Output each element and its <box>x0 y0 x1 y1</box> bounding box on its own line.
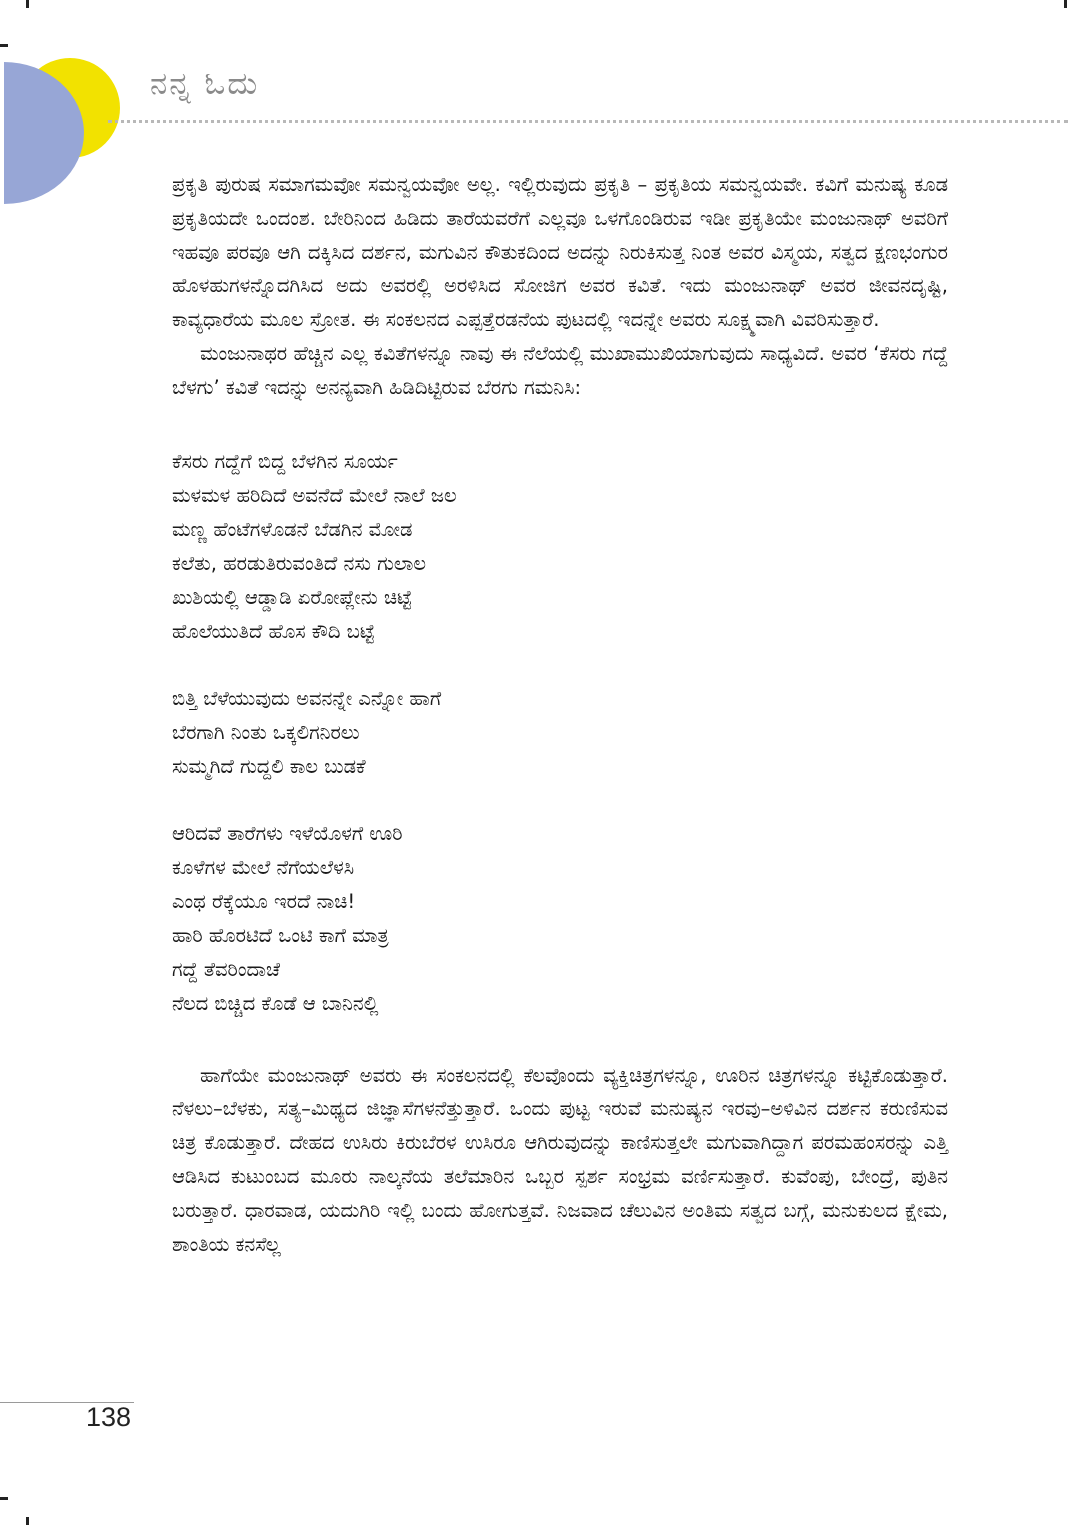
poem-line: ಕೂಳೆಗಳ ಮೇಲೆ ನೆಗೆಯಲೆಳಸಿ <box>172 855 355 879</box>
paragraph-intro: ಪ್ರಕೃತಿ ಪುರುಷ ಸಮಾಗಮವೋ ಸಮನ್ವಯವೋ ಅಲ್ಲ. ಇಲ್ಲಿರುವುದು ಪ್ರಕೃತಿ – ಪ್ರಕೃತಿಯ ಸಮನ್ವಯವೇ. ಕವಿಗೆ ಮನುಷ್ಯ ಕೂಡ ಪ್ರಕೃತಿಯದೇ ಒಂದಂಶ. ಬೇರಿನಿಂದ ಹಿಡಿದು ತಾರೆಯವರೆಗೆ ಎಲ್ಲವೂ ಒಳಗೊಂಡಿರುವ ಇಡೀ ಪ್ರಕೃತಿಯೇ ಮಂಜುನಾಥ್ ಅವರಿಗೆ ಇಹವೂ ಪರವೂ ಆಗಿ ದಕ್ಕಿಸಿದ ದರ್ಶನ, ಮಗುವಿನ ಕೌತುಕದಿಂದ ಅದನ್ನು ನಿರುಕಿಸುತ್ತ ನಿಂತ ಅವರ ವಿಸ್ಮಯ, ಸತ್ವದ ಕ್ಷಣಭಂಗುರ ಹೊಳಹುಗಳನ್ನೊದಗಿಸಿದ ಅದು ಅವರಲ್ಲಿ ಅರಳಿಸಿದ ಸೋಜಿಗ ಅವರ ಕವಿತೆ. ಇದು ಮಂಜುನಾಥ್ ಅವರ ಜೀವನದೃಷ್ಟಿ, ಕಾವ್ಯಧಾರೆಯ ಮೂಲ ಸ್ರೋತ. ಈ ಸಂಕಲನದ ಎಪ್ಪತ್ತೆರಡನೆಯ ಪುಟದಲ್ಲಿ ಇದನ್ನೇ ಅವರು ಸೂಕ್ಷ್ಮವಾಗಿ ವಿವರಿಸುತ್ತಾರೆ. <box>172 173 948 332</box>
poem-line: ಸುಮ್ಮಗಿದೆ ಗುದ್ದಲಿ ಕಾಲ ಬುಡಕೆ <box>172 754 366 778</box>
header-title: ನನ್ನ ಓದು <box>150 66 260 102</box>
crop-mark-bottom-left-v <box>26 1517 29 1525</box>
poem-line: ಕಲೆತು, ಹರಡುತಿರುವಂತಿದೆ ನಸು ಗುಲಾಲ <box>172 551 426 575</box>
poem-line: ಖುಶಿಯಲ್ಲಿ ಆಡ್ಡಾಡಿ ಏರೋಪ್ಲೇನು ಚಿಟ್ಟೆ <box>172 585 413 609</box>
paragraph-poem-lead: ಮಂಜುನಾಥರ ಹೆಚ್ಚಿನ ಎಲ್ಲ ಕವಿತೆಗಳನ್ನೂ ನಾವು ಈ ನೆಲೆಯಲ್ಲಿ ಮುಖಾಮುಖಿಯಾಗುವುದು ಸಾಧ್ಯವಿದೆ. ಅವರ ‘ಕೆಸರು ಗದ್ದೆ ಬೆಳಗು’ ಕವಿತೆ ಇದನ್ನು ಅನನ್ಯವಾಗಿ ಹಿಡಿದಿಟ್ಟಿರುವ ಬೆರಗು ಗಮನಿಸಿ: <box>172 341 948 399</box>
poem-line: ಮಳಮಳ ಹರಿದಿದೆ ಅವನೆದೆ ಮೇಲೆ ನಾಲೆ ಜಲ <box>172 483 457 507</box>
header-dotted-rule <box>108 120 1068 123</box>
crop-mark-bottom-left <box>0 1497 8 1500</box>
poem-stanza-3 <box>172 817 948 1021</box>
page-number: 138 <box>86 1402 132 1432</box>
poem-stanza-2 <box>172 682 948 784</box>
paragraph-closing: ಹಾಗೆಯೇ ಮಂಜುನಾಥ್ ಅವರು ಈ ಸಂಕಲನದಲ್ಲಿ ಕೆಲವೊಂದು ವ್ಯಕ್ತಿಚಿತ್ರಗಳನ್ನೂ, ಊರಿನ ಚಿತ್ರಗಳನ್ನೂ ಕಟ್ಟಿಕೊಡುತ್ತಾರೆ. ನೆಳಲು–ಬೆಳಕು, ಸತ್ಯ–ಮಿಥ್ಯದ ಜಿಜ್ಞಾಸೆಗಳನೆತ್ತುತ್ತಾರೆ. ಒಂದು ಪುಟ್ಟ ಇರುವೆ ಮನುಷ್ಯನ ಇರವು–ಅಳಿವಿನ ದರ್ಶನ ಕರುಣಿಸುವ ಚಿತ್ರ ಕೊಡುತ್ತಾರೆ. ದೇಹದ ಉಸಿರು ಕಿರುಬೆರಳ ಉಸಿರೂ ಆಗಿರುವುದನ್ನು ಕಾಣಿಸುತ್ತಲೇ ಮಗುವಾಗಿದ್ದಾಗ ಪರಮಹಂಸರನ್ನು ಎತ್ತಿ ಆಡಿಸಿದ ಕುಟುಂಬದ ಮೂರು ನಾಲ್ಕನೆಯ ತಲೆಮಾರಿನ ಒಬ್ಬರ ಸ್ಪರ್ಶ ಸಂಭ್ರಮ ವರ್ಣಿಸುತ್ತಾರೆ. ಕುವೆಂಪು, ಬೇಂದ್ರೆ, ಪುತಿನ ಬರುತ್ತಾರೆ. ಧಾರವಾಡ, ಯದುಗಿರಿ ಇಲ್ಲಿ ಬಂದು ಹೋಗುತ್ತವೆ. ನಿಜವಾದ ಚೆಲುವಿನ ಅಂತಿಮ ಸತ್ವದ ಬಗ್ಗೆ, ಮನುಕುಲದ ಕ್ಷೇಮ, ಶಾಂತಿಯ ಕನಸೆಲ್ಲ <box>172 1063 948 1256</box>
poem-line: ಬಿತ್ತಿ ಬೆಳೆಯುವುದು ಅವನನ್ನೇ ಎನ್ನೋ ಹಾಗೆ <box>172 686 442 710</box>
poem-stanza-1 <box>172 445 948 649</box>
poem-line: ಆರಿದವೆ ತಾರೆಗಳು ಇಳೆಯೊಳಗೆ ಊರಿ <box>172 821 403 845</box>
poem-line: ಎಂಥ ರೆಕ್ಕೆಯೂ ಇರದೆ ನಾಚಿ! <box>172 889 356 913</box>
poem-line: ನೆಲದ ಬಿಚ್ಚಿದ ಕೊಡೆ ಆ ಬಾನಿನಲ್ಲಿ <box>172 991 379 1015</box>
header-decoration <box>0 0 140 220</box>
poem-line: ಮಣ್ಣ ಹೆಂಟೆಗಳೊಡನೆ ಬೆಡಗಿನ ಮೋಡ <box>172 517 413 541</box>
crop-mark-top-right <box>1064 0 1067 8</box>
poem-line: ಗದ್ದೆ ತೆವರಿಂದಾಚೆ <box>172 957 281 981</box>
poem-line: ಹೊಲೆಯುತಿದೆ ಹೊಸ ಕೌದಿ ಬಟ್ಟೆ <box>172 619 375 643</box>
poem-line: ಹಾರಿ ಹೊರಟಿದೆ ಒಂಟಿ ಕಾಗೆ ಮಾತ್ರ <box>172 923 389 947</box>
poem-line: ಬೆರಗಾಗಿ ನಿಂತು ಒಕ್ಕಲಿಗನಿರಲು <box>172 720 360 744</box>
page-content <box>172 168 948 1261</box>
poem-line: ಕೆಸರು ಗದ್ದೆಗೆ ಬಿದ್ದ ಬೆಳಗಿನ ಸೂರ್ಯ <box>172 449 398 473</box>
